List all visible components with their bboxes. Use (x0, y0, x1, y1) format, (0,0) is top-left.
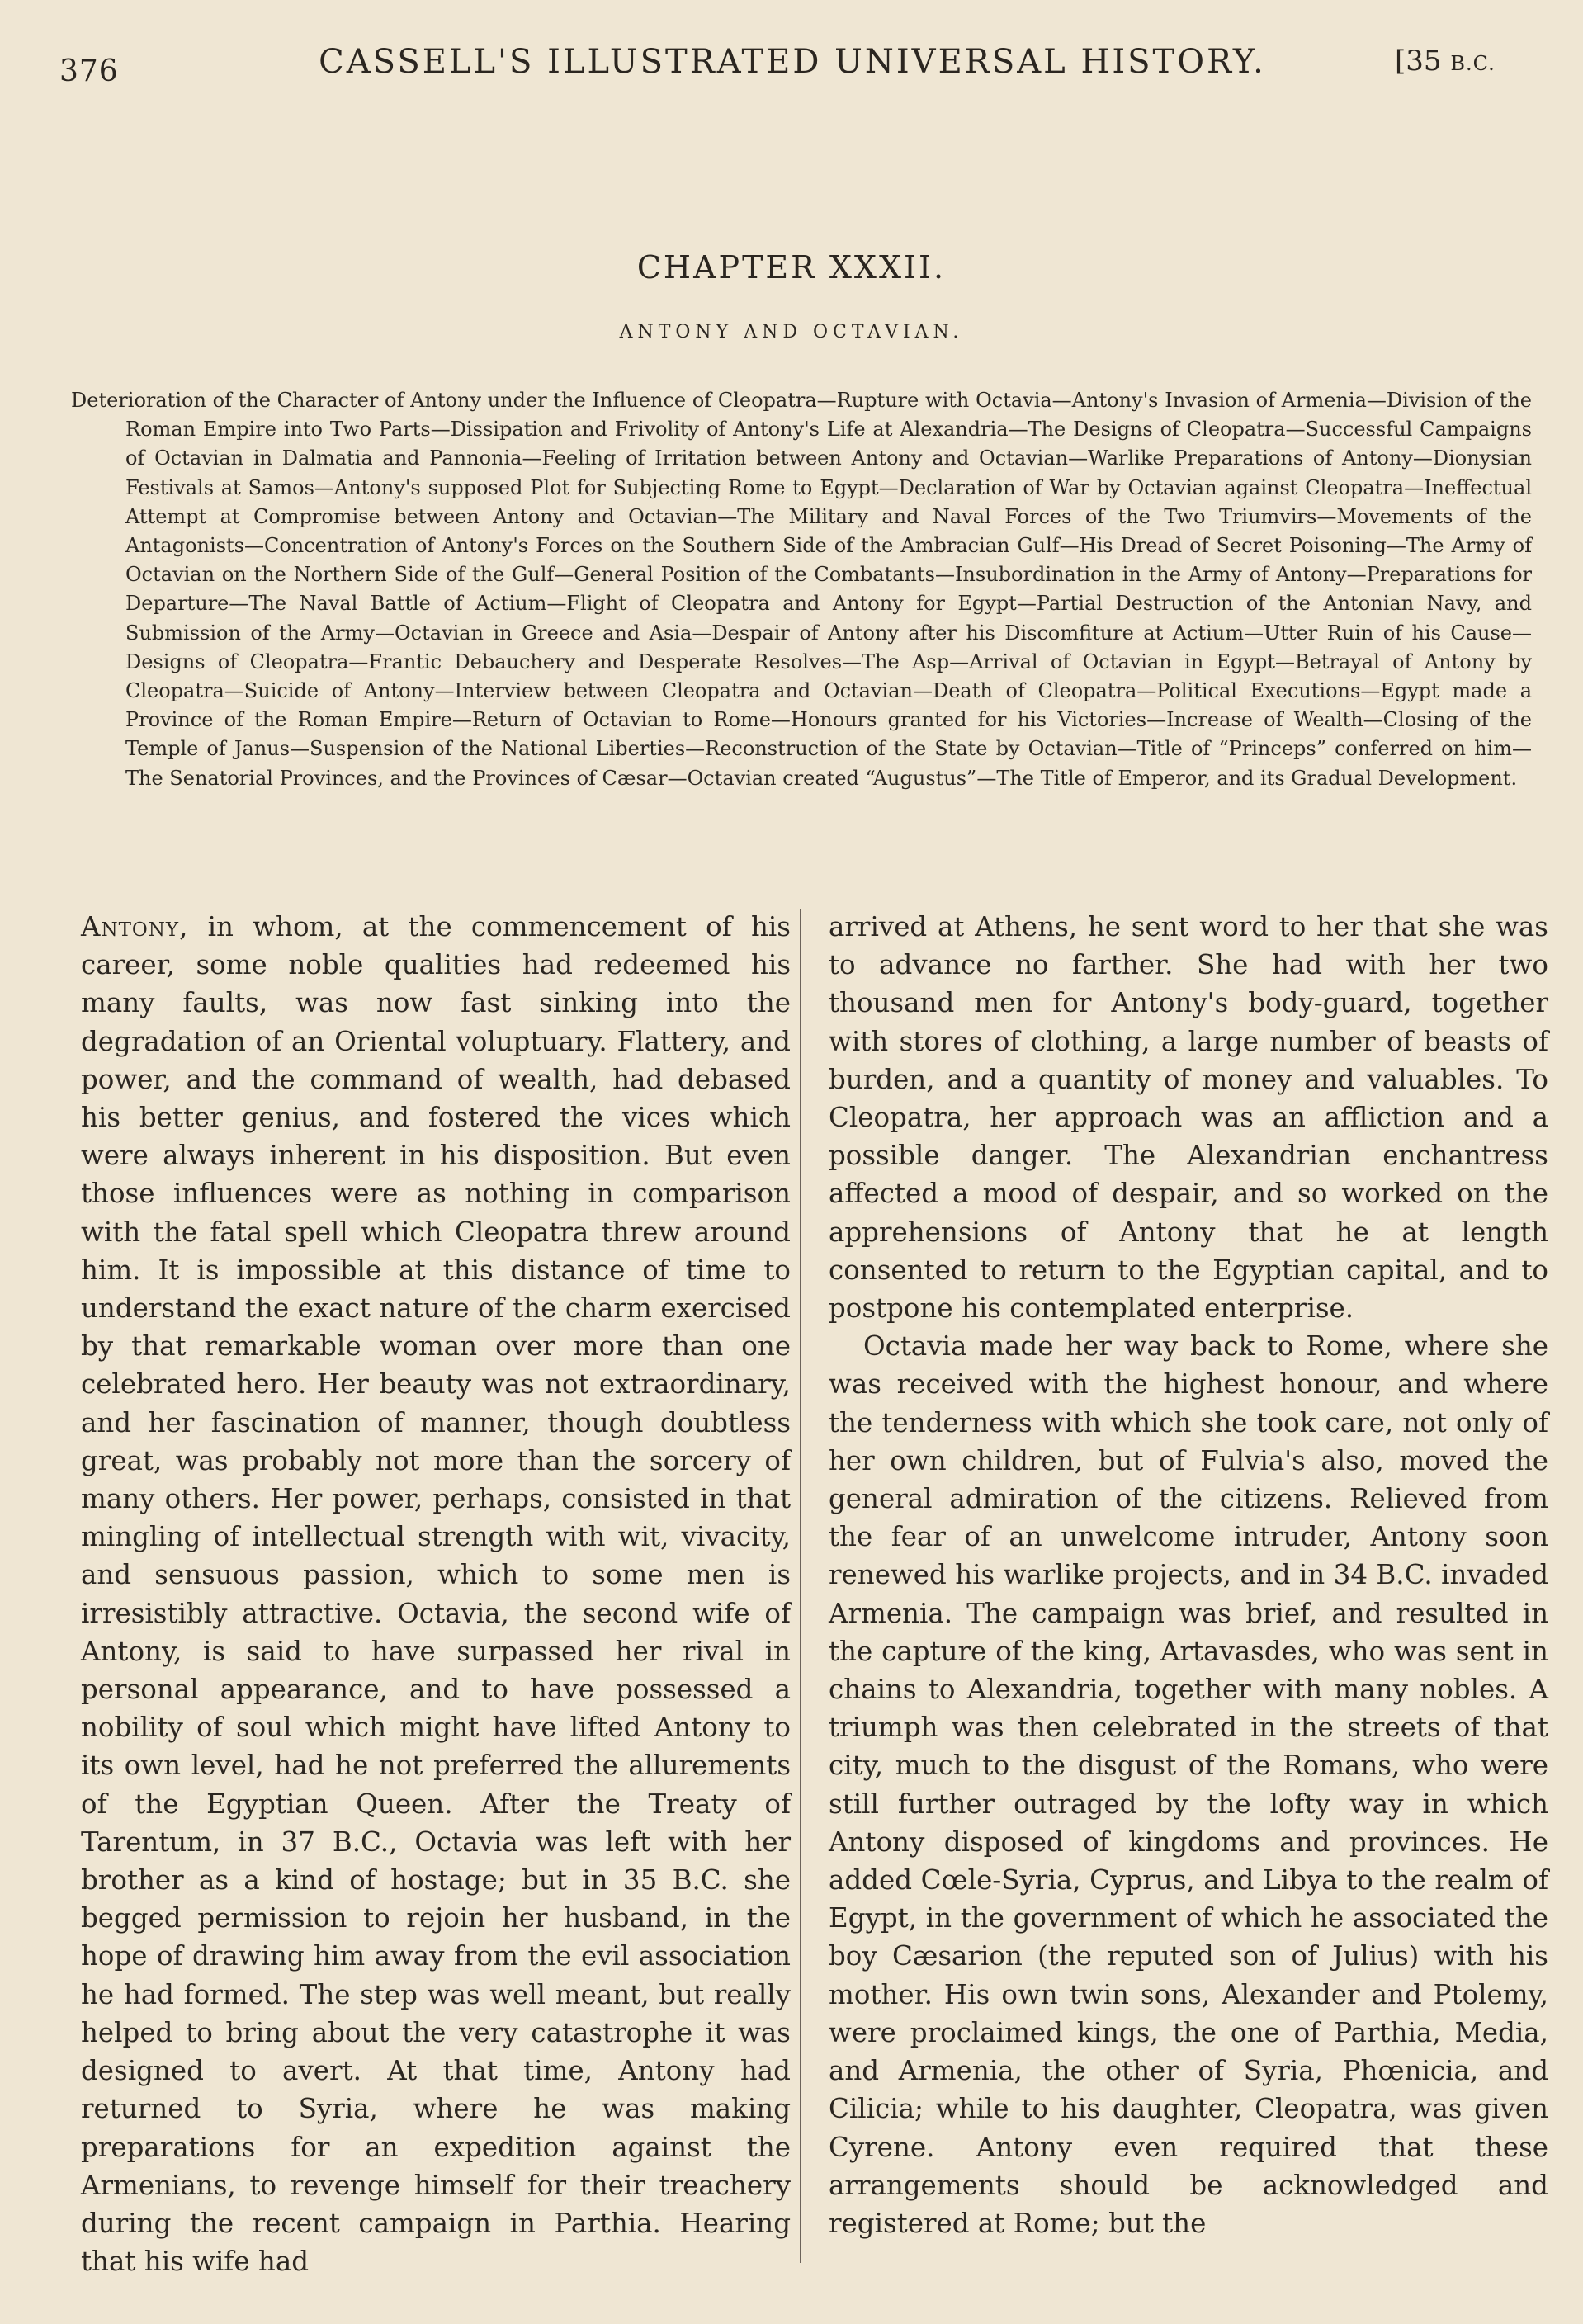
date-bracket (1395, 45, 1496, 78)
date-bracket-year: [35 (1395, 45, 1442, 78)
page-number: 376 (59, 54, 119, 88)
paragraph (81, 908, 791, 2280)
date-bracket-era: B.C. (1450, 52, 1496, 75)
chapter-synopsis: Deterioration of the Character of Antony under the Influence of Cleopatra—Rupture with Octavia—Antony's Invasion of Armenia—Division of the Roman Empire into Two Parts—Dissipation and Frivolity of Antony's Life at Alexandria—The Designs of Cleopatra—Successful Campaigns of Octavian in Dalmatia and Pannonia—Feeling of Irritation between Antony and Octavian—Warlike Preparations of Antony—Dionysian Festivals at Samos—Antony's supposed Plot for Subjecting Rome to Egypt—Declaration of War by Octavian against Cleopatra—Ineffectual Attempt at Compromise between Antony and Octavian—The Military and Naval Forces of the Two Triumvirs—Movements of the Antagonists—Concentration of Antony's Forces on the Southern Side of the Ambracian Gulf—His Dread of Secret Poisoning—The Army of Octavian on the Northern Side of the Gulf—General Position of the Combatants—Insubordination in the Army of Antony—Preparations for Departure—The Naval Battle of Actium—Flight of Cleopatra and Antony for Egypt—Partial Destruction of the Antonian Navy, and Submission of the Army—Octavian in Greece and Asia—Despair of Antony after his Discomfiture at Actium—Utter Ruin of his Cause—Designs of Cleopatra—Frantic Debauchery and Desperate Resolves—The Asp—Arrival of Octavian in Egypt—Betrayal of Antony by Cleopatra—Suicide of Antony—Interview between Cleopatra and Octavian—Death of Cleopatra—Political Executions—Egypt made a Province of the Roman Empire—Return of Octavian to Rome—Honours granted for his Victories—Increase of Wealth—Closing of the Temple of Janus—Suspension of the National Liberties—Reconstruction of the State by Octavian—Title of “Princeps” conferred on him—The Senatorial Provinces, and the Provinces of Cæsar—Octavian created “Augustus”—The Title of Emperor, and its Gradual Development. (71, 389, 1532, 790)
paragraph: arrived at Athens, he sent word to her that she was to advance no farther. She had with her two thousand men for Antony's body-guard, together with stores of clothing, a large number of beasts of burden, and a quantity of money and valuables. To Cleopatra, her approach was an affliction and a possible danger. The Alexandrian enchantress affected a mood of despair, and so worked on the apprehensions of Antony that he at length consented to return to the Egyptian capital, and to postpone his contemplated enterprise. (829, 911, 1548, 1325)
column-divider (800, 909, 801, 2263)
paragraph-text: in whom, at the commencement of his career, some noble qualities had redeemed his many faults, was now fast sinking into the degradation of an Oriental voluptuary. Flattery, and power, and the command of wealth, had debased his better genius, and fostered the vices which were always inherent in his disposition. But even those influences were as nothing in comparison with the fatal spell which Cleopatra threw around him. It is impossible at this distance of time to understand the exact nature of the charm exercised by that remarkable woman over more than one celebrated hero. Her beauty was not extraordinary, and her fascination of manner, though doubtless great, was probably not more than the sorcery of many others. Her power, perhaps, consisted in that mingling of intellectual strength with wit, vivacity, and sensuous passion, which to some men is irresistibly attractive. Octavia, the second wife of Antony, is said to have surpassed her rival in personal appearance, and to have possessed a nobility of soul which might have lifted Antony to its own level, had he not preferred the allurements of the Egyptian Queen. After the Treaty of Tarentum, in 37 B.C., Octavia was left with her brother as a kind of hostage; but in 35 B.C. she begged permission to rejoin her husband, in the hope of drawing him away from the evil association he had formed. The step was well meant, but really helped to bring about the very catastrophe it was designed to avert. At that time, Antony had returned to Syria, where he was making preparations for an expedition against the Armenians, to revenge himself for their treachery during the recent campaign in Parthia. Hearing that his wife had (81, 911, 791, 2278)
lead-word: Antony, (81, 911, 189, 942)
chapter-subtitle: ANTONY AND OCTAVIAN. (619, 322, 964, 342)
chapter-title: CHAPTER XXXII. (636, 249, 947, 286)
paragraph: Octavia made her way back to Rome, where she was received with the highest honour, and where the tenderness with which she took care, not only of her own children, but of Fulvia's also, moved the general admiration of the citizens. Relieved from the fear of an unwelcome intruder, Antony soon renewed his warlike projects, and in 34 B.C. invaded Armenia. The campaign was brief, and resulted in the capture of the king, Artavasdes, who was sent in chains to Alexandria, together with many nobles. A triumph was then celebrated in the streets of that city, much to the disgust of the Romans, who were still further outraged by the lofty way in which Antony disposed of kingdoms and provinces. He added Cœle-Syria, Cyprus, and Libya to the realm of Egypt, in the government of which he associated the boy Cæsarion (the reputed son of Julius) with his mother. His own twin sons, Alexander and Ptolemy, were proclaimed kings, the one of Parthia, Media, and Armenia, the other of Syria, Phœnicia, and Cilicia; while to his daughter, Cleopatra, was given Cyrene. Antony even required that these arrangements should be acknowledged and registered at Rome; but the (829, 1330, 1548, 2239)
body-column-right (829, 908, 1548, 2242)
running-head (0, 40, 1583, 97)
running-title: CASSELL'S ILLUSTRATED UNIVERSAL HISTORY. (319, 43, 1266, 81)
body-column-left (81, 908, 791, 2280)
